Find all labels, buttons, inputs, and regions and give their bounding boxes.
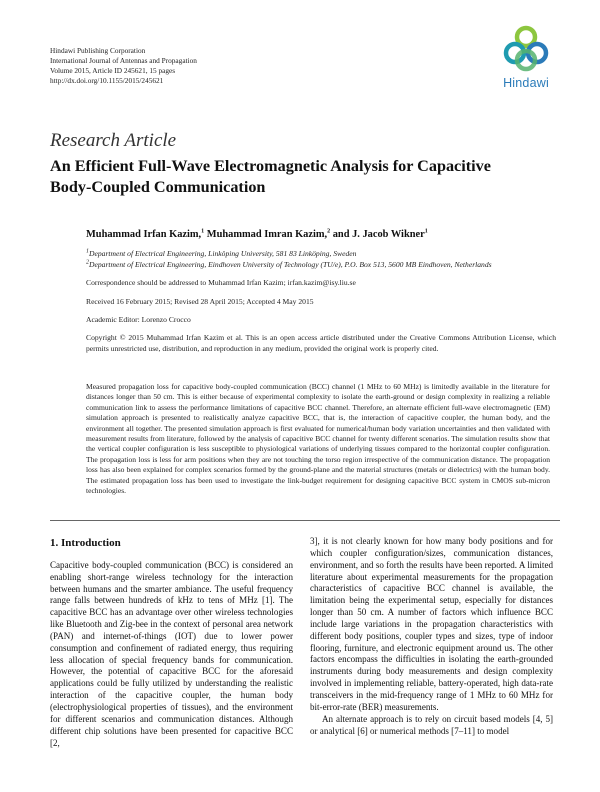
front-matter bbox=[86, 230, 556, 354]
abstract: Measured propagation loss for capacitive body-coupled communication (BCC) channel (1 MHz to 60 MHz) is limitedly available in the literature for distances longer than 50 cm. This is either because of experimental complexity to isolate the earth-ground or design complexity in realizing a reliable communication link to assess the performance limitations of capacitive BCC channel. Therefore, an alternate efficient full-wave electromagnetic (EM) simulation approach is presented to realistically analyze capacitive BCC, that is, the interaction of capacitive coupler, the human body, and the environment all together. The presented simulation approach is first evaluated for numerical/human body variation uncertainties and then validated with measurement results from literature, followed by the analysis of capacitive BCC channel for twenty different scenarios. The simulation results show that the vertical coupler configuration is less susceptible to physiological variations of underlying tissues compared to the horizontal coupler configuration. The propagation loss is less for arm positions when they are not touching the torso region irrespective of the communication distance. The propagation loss has also been explained for complex scenarios formed by the ground-plane and the material structures (metals or dielectrics) with the human body. The estimated propagation loss has been used to investigate the link-budget requirement for designing capacitive BCC system in CMOS sub-micron technologies. bbox=[86, 382, 550, 496]
author-1-affil: 1 bbox=[201, 228, 205, 235]
hindawi-rings-icon bbox=[500, 22, 552, 74]
academic-editor: Academic Editor: Lorenzo Crocco bbox=[86, 315, 191, 325]
author-list bbox=[86, 230, 556, 240]
author-3: and J. Jacob Wikner bbox=[330, 229, 425, 240]
author-2: Muhammad Imran Kazim, bbox=[204, 229, 328, 240]
copyright-notice: Copyright © 2015 Muhammad Irfan Kazim et al. This is an open access article distributed under the Creative Commons Attribution License, which permits unrestricted use, distribution, and reproduction in any medium, provided the original work is properly cited. bbox=[86, 333, 556, 353]
intro-paragraph-1-cont: 3], it is not clearly known for how many body positions and for which coupler configuration/sizes, communication distances, environment, and so forth the results have been reported. A limited literature about experimental measurements for the propagation characteristics of capacitive BCC channel is available, the limitation being the experimental setup, especially for distances longer than 50 cm. A number of factors which influence BCC include large variations in the propagation characteristics with different body positions, coupler types and sizes, type of indoor flooring, furniture, and electronic equipment around us. The other factors encompass the difficulties in isolating the earth-grounded instruments during body measurements and design complexity involved in implementing reliable, battery-operated, high data-rate transceivers in the mid-frequency range of 1 MHz to 60 MHz for bit-error-rate (BER) measurements. bbox=[310, 536, 553, 712]
article-dates: Received 16 February 2015; Revised 28 April 2015; Accepted 4 May 2015 bbox=[86, 296, 314, 306]
section-divider bbox=[50, 520, 560, 521]
section-heading: 1. Introduction bbox=[50, 537, 121, 549]
correspondence: Correspondence should be addressed to Muhammad Irfan Kazim; irfan.kazim@isy.liu.se bbox=[86, 278, 356, 288]
publisher-name: Hindawi Publishing Corporation bbox=[50, 46, 146, 55]
doi-link[interactable]: http://dx.doi.org/10.1155/2015/245621 bbox=[50, 76, 164, 85]
volume-info: Volume 2015, Article ID 245621, 15 pages bbox=[50, 66, 176, 75]
affiliation-1: $^1$Department of Electrical Engineering, Linköping University, 581 83 Linköping, Sweden bbox=[86, 248, 357, 259]
body-column-right bbox=[310, 536, 553, 737]
article-type: Research Article bbox=[50, 130, 177, 151]
hindawi-logo bbox=[494, 22, 558, 110]
intro-paragraph-1: Capacitive body-coupled communication (BCC) is considered an enabling short-range wireless technology for the interaction between humans and the smarter ambiance. The useful frequency range falls between hundreds of kHz to tens of MHz [1]. The capacitive BCC has an advantage over other wireless technologies like Bluetooth and Zig-bee in the context of personal area network (PAN) and internet-of-things (IOT) due to lower power consumption and confinement of radiated energy, thus requiring less allocation of special frequency bands for communication. However, the potential of capacitive BCC for the aforesaid applications could be fully utilized by understanding the realistic interaction of the capacitive coupler, the human body (electrophysiological properties of tissues), and the environment for different scenarios and communication distances. Although different chip solutions have been presented for capacitive BCC [2, bbox=[50, 559, 293, 748]
author-2-affil: 2 bbox=[327, 228, 331, 235]
logo-wordmark: Hindawi bbox=[503, 76, 549, 90]
article-title: An Efficient Full-Wave Electromagnetic Analysis for Capacitive Body-Coupled Communication bbox=[50, 157, 491, 196]
author-3-affil: 1 bbox=[424, 228, 428, 235]
journal-header bbox=[50, 46, 197, 86]
body-column-left bbox=[50, 538, 293, 749]
author-1: Muhammad Irfan Kazim, bbox=[86, 229, 202, 240]
affiliation-2: $^2$Department of Electrical Engineering, Eindhoven University of Technology (TU/e), P.O. Box 513, 5600 MB Eindhoven, Netherlands bbox=[86, 259, 492, 269]
intro-paragraph-2: An alternate approach is to rely on circuit based models [4, 5] or analytical [6] or numerical methods [7–11] to model bbox=[310, 713, 553, 736]
journal-name: International Journal of Antennas and Propagation bbox=[50, 56, 197, 65]
